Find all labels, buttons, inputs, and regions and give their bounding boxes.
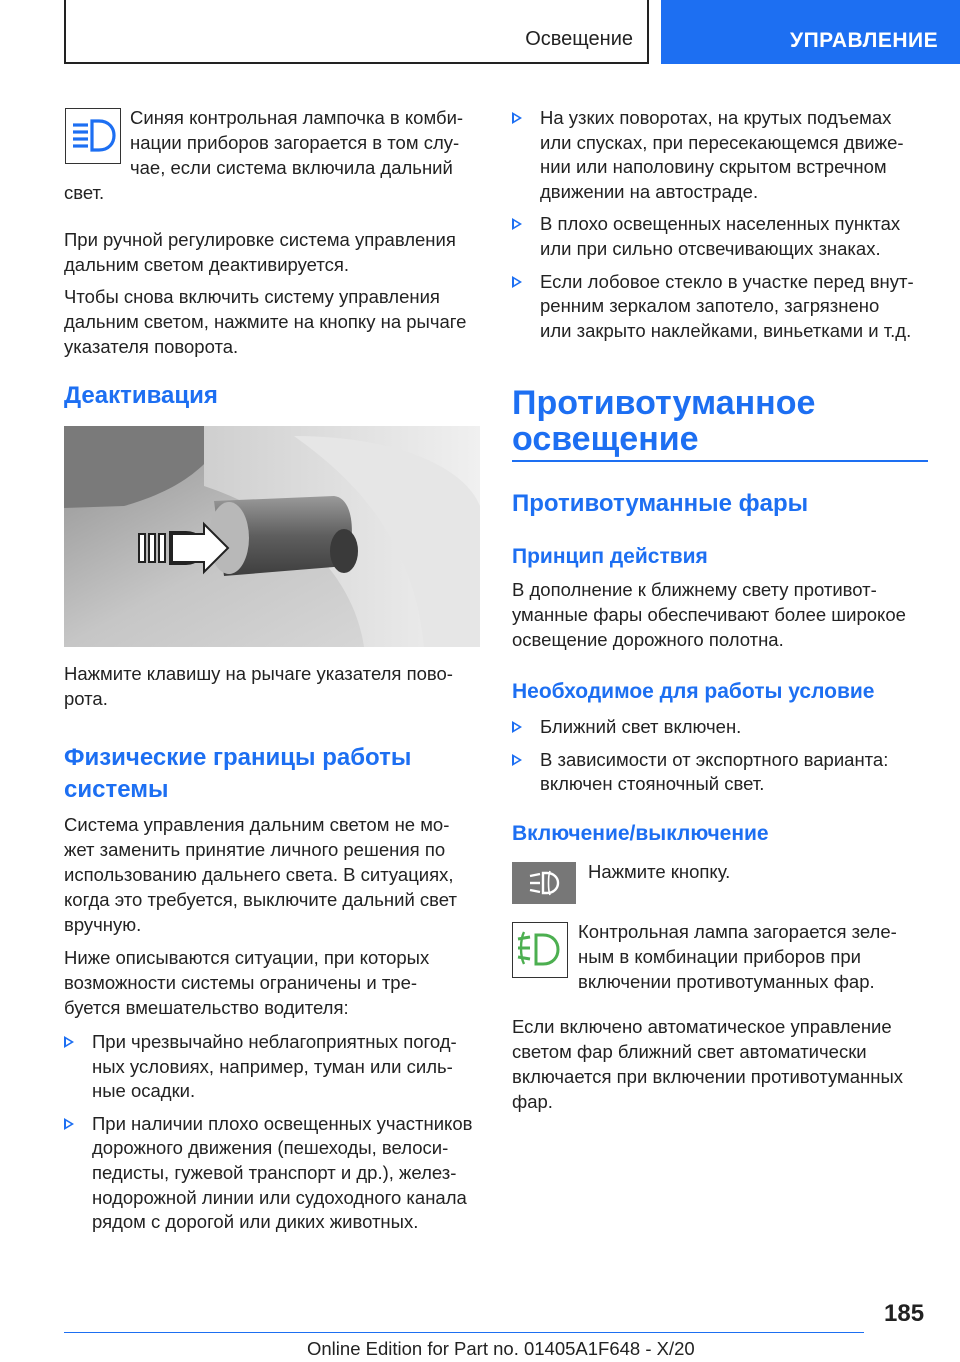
- section-divider: [512, 460, 928, 462]
- bullet-line: нодорожной линии или судоходного канала: [92, 1186, 467, 1208]
- page-number: 185: [884, 1300, 925, 1327]
- turn-signal-lever-photo: [64, 426, 480, 647]
- limits-text-2: жет заменить принятие личного решения по: [64, 839, 446, 860]
- conditions-heading: Необходимое для работы условие: [512, 680, 875, 703]
- bullet-line: или при сильно отсвечивающих знаках.: [540, 237, 881, 259]
- indicator-text-1: Контрольная лампа загорается зеле-: [578, 921, 897, 942]
- header-section-box: [64, 0, 649, 64]
- limits-text-3: использованию дальнего света. В ситуациях,: [64, 864, 454, 885]
- auto-text-2: светом фар ближний свет автоматически: [512, 1041, 867, 1062]
- bullet-triangle-icon: [64, 1036, 74, 1048]
- auto-text-1: Если включено автоматическое управление: [512, 1016, 892, 1037]
- left-limitations-list: [64, 1030, 484, 1235]
- list-item: [512, 212, 932, 261]
- list-item: [512, 106, 932, 204]
- limits-text2-1: Ниже описываются ситуации, при которых: [64, 947, 430, 968]
- bullet-line: Если лобовое стекло в участке перед внут-: [540, 270, 914, 292]
- limits-heading-1: Физические границы работы: [64, 744, 412, 771]
- auto-text-4: фар.: [512, 1091, 553, 1112]
- header-chapter-title: УПРАВЛЕНИЕ: [790, 29, 939, 52]
- bullet-line: движении на автостраде.: [540, 180, 759, 202]
- fog-lighting-heading-2: освещение: [512, 420, 699, 458]
- press-button-text: Нажмите кнопку.: [588, 861, 731, 882]
- intro-line-2: нации приборов загорается в том слу-: [130, 132, 460, 153]
- list-item: [512, 270, 932, 344]
- intro-line-1: Синяя контрольная лампочка в комби-: [130, 107, 464, 128]
- bullet-line: рядом с дорогой или диких животных.: [92, 1211, 419, 1233]
- limits-text-1: Система управления дальним светом не мо-: [64, 814, 450, 835]
- indicator-text-3: включении противотуманных фар.: [578, 971, 875, 992]
- photo-caption-1: Нажмите клавишу на рычаге указателя пово-: [64, 663, 453, 684]
- list-item: [512, 748, 932, 797]
- bullet-line: Ближний свет включен.: [540, 716, 742, 737]
- deactivation-heading: Деактивация: [64, 382, 218, 409]
- bullet-line: или закрыто наклейками, виньетками и т.д.: [540, 319, 912, 341]
- bullet-line: включен стояночный свет.: [540, 773, 765, 795]
- list-item: [512, 715, 932, 740]
- principle-text-2: уманные фары обеспечивают более широкое: [512, 604, 906, 625]
- limits-text2-2: возможности системы ограничены и тре-: [64, 972, 418, 993]
- bullet-line: ных условиях, например, туман или силь-: [92, 1055, 453, 1077]
- bullet-line: В зависимости от экспортного варианта:: [540, 748, 889, 770]
- edition-text: Online Edition for Part no. 01405A1F648 - X/20: [307, 1338, 695, 1359]
- bullet-triangle-icon: [512, 112, 522, 124]
- bullet-line: При чрезвычайно неблагоприятных погод-: [92, 1031, 457, 1052]
- limits-text-5: вручную.: [64, 914, 142, 935]
- fog-lights-heading: Противотуманные фары: [512, 490, 809, 517]
- bullet-line: педисты, гужевой транспорт и др.), желез-: [92, 1161, 457, 1183]
- bullet-line: нии или наполовину скрытом встречном: [540, 156, 887, 178]
- reenable-text-2: дальним светом, нажмите на кнопку на рычаге: [64, 311, 467, 332]
- limits-text2-3: буется вмешательство водителя:: [64, 997, 349, 1018]
- list-item: [64, 1030, 484, 1104]
- photo-caption-2: рота.: [64, 688, 108, 709]
- bullet-line: или спусках, при пересекающемся движе-: [540, 131, 904, 153]
- bullet-triangle-icon: [512, 276, 522, 288]
- footer-divider: [64, 1332, 864, 1333]
- indicator-text-2: ным в комбинации приборов при: [578, 946, 861, 967]
- fog-light-button-icon: [512, 862, 576, 904]
- header-chapter-tab: [661, 0, 960, 64]
- bullet-triangle-icon: [512, 754, 522, 766]
- bullet-line: ренним зеркалом запотело, загрязнено: [540, 295, 880, 317]
- bullet-line: При наличии плохо освещенных участников: [92, 1112, 473, 1134]
- principle-text-1: В дополнение к ближнему свету противот-: [512, 579, 877, 600]
- intro-line-3: чае, если система включила дальний: [130, 157, 453, 178]
- reenable-text-1: Чтобы снова включить систему управления: [64, 286, 440, 307]
- bullet-triangle-icon: [64, 1118, 74, 1130]
- high-beam-indicator-icon: [65, 108, 121, 164]
- principle-heading: Принцип действия: [512, 545, 708, 568]
- conditions-list: [512, 715, 932, 797]
- bullet-triangle-icon: [512, 218, 522, 230]
- principle-text-3: освещение дорожного полотна.: [512, 629, 784, 650]
- list-item: [64, 1112, 484, 1235]
- intro-line-4: свет.: [64, 182, 105, 203]
- auto-text-3: включается при включении противотуманных: [512, 1066, 904, 1087]
- limits-text-4: когда это требуется, выключите дальний свет: [64, 889, 457, 910]
- manual-text-1: При ручной регулировке система управления: [64, 229, 456, 250]
- header-section-title: Освещение: [525, 28, 633, 50]
- bullet-line: ные осадки.: [92, 1080, 196, 1102]
- fog-light-indicator-icon: [512, 922, 568, 978]
- fog-lighting-heading-1: Противотуманное: [512, 384, 816, 422]
- right-limitations-list: [512, 106, 932, 343]
- reenable-text-3: указателя поворота.: [64, 336, 239, 357]
- bullet-line: В плохо освещенных населенных пунктах: [540, 213, 901, 235]
- bullet-line: На узких поворотах, на крутых подъемах: [540, 107, 892, 128]
- bullet-triangle-icon: [512, 721, 522, 733]
- bullet-line: дорожного движения (пешеходы, велоси-: [92, 1137, 449, 1159]
- limits-heading-2: системы: [64, 776, 169, 803]
- onoff-heading: Включение/выключение: [512, 822, 769, 845]
- manual-text-2: дальним светом деактивируется.: [64, 254, 349, 275]
